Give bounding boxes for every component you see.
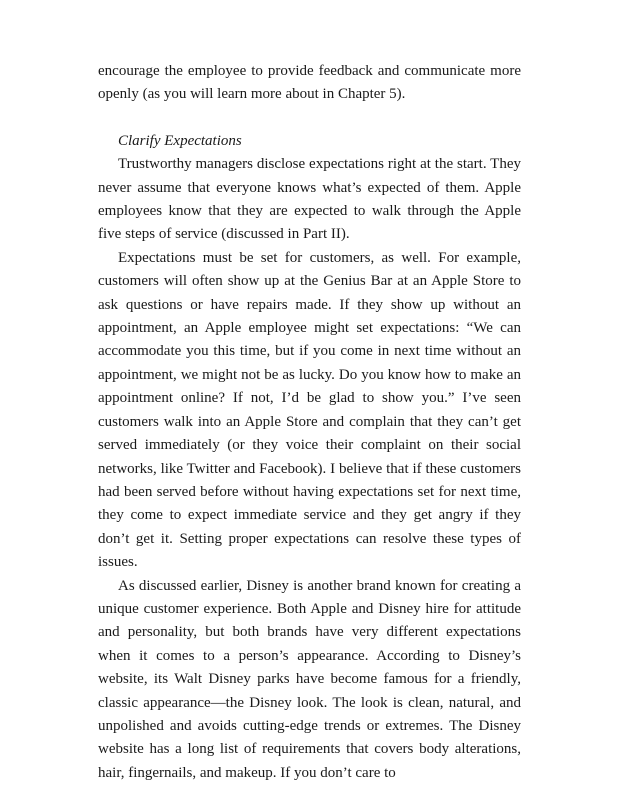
paragraph-customer-expectations: Expectations must be set for customers, as well. For example, customers will often show up at the Genius Bar at an Apple Store to ask questions or have repairs made. If they show up without an appointment, an Apple employee might set expectations: “We can accommodate you this time, but if you come in next time without an appointment, we might not be as lucky. Do you know how to make an appointment online? If not, I’d be glad to show you.” I’ve seen customers walk into an Apple Store and complain that they can’t get served immediately (or they voice their complaint on their social networks, like Twitter and Facebook). I believe that if these customers had been served before without having expectations set for next time, they come to expect immediate service and they get angry if they don’t get it. Setting proper expectations can resolve these types of issues.: [98, 249, 521, 571]
paragraph-trustworthy-managers: Trustworthy managers disclose expectations right at the start. They never assume that everyone knows what’s expected of them. Apple employees know that they are expected to walk through the Apple five steps of service (discussed in Part II).: [98, 156, 521, 243]
document-page: [98, 60, 521, 785]
continued-paragraph: encourage the employee to provide feedback and communicate more openly (as you will learn more about in Chapter 5).: [98, 63, 521, 103]
paragraph-disney-look: As discussed earlier, Disney is another brand known for creating a unique customer experience. Both Apple and Disney hire for attitude and personality, but both brands have very different expectations when it comes to a person’s appearance. According to Disney’s website, its Walt Disney parks have become famous for a friendly, classic appearance—the Disney look. The look is clean, natural, and unpolished and avoids cutting-edge trends or extremes. The Disney website has a long list of requirements that covers body alterations, hair, fingernails, and makeup. If you don’t care to: [98, 577, 521, 781]
section-heading: Clarify Expectations: [118, 132, 242, 149]
